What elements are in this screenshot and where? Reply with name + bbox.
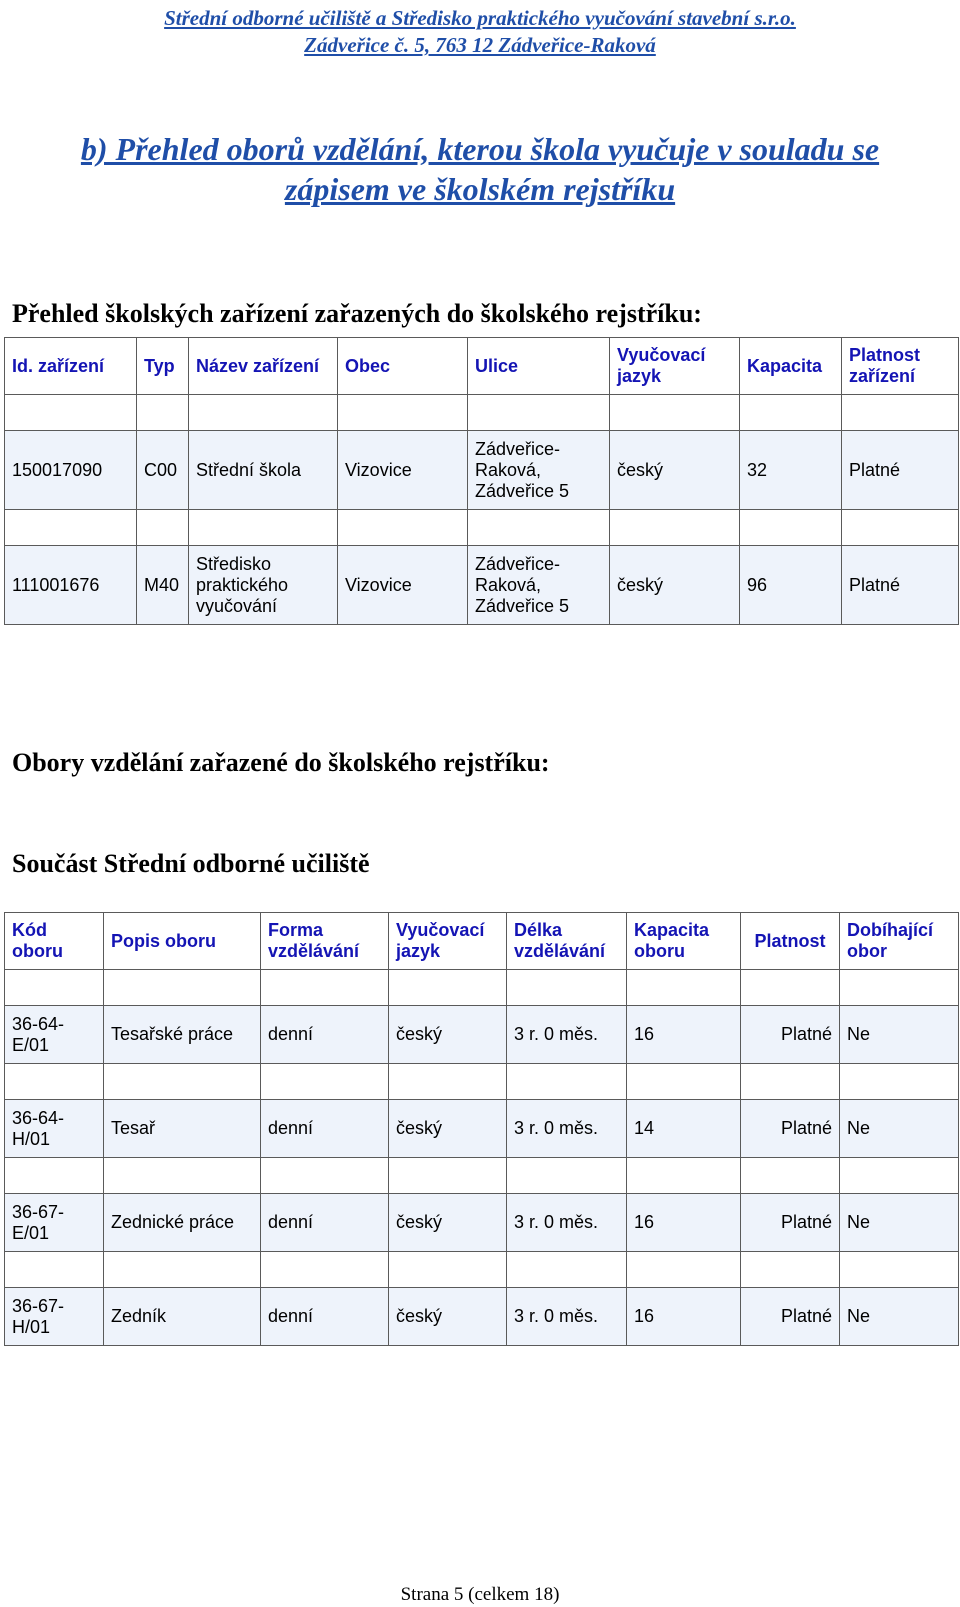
facility-name: Středisko praktického vyučování <box>189 546 338 625</box>
page-number: Strana 5 (celkem 18) <box>400 1584 560 1605</box>
fields-subheading: Součást Střední odborné učiliště <box>12 849 370 878</box>
spacer-row <box>5 395 959 431</box>
field-form: denní <box>261 1288 389 1346</box>
field-form: denní <box>261 1006 389 1064</box>
col-ending-field: Dobíhající obor <box>840 913 959 970</box>
field-capacity: 16 <box>627 1006 741 1064</box>
facility-id: 150017090 <box>5 431 137 510</box>
field-validity: Platné <box>741 1288 840 1346</box>
field-language: český <box>389 1006 507 1064</box>
col-field-capacity: Kapacita oboru <box>627 913 741 970</box>
field-capacity: 16 <box>627 1288 741 1346</box>
section-title-line1: b) Přehled oborů vzdělání, kterou škola vyučuje v souladu se <box>80 131 880 167</box>
school-name-header: Střední odborné učiliště a Středisko praktického vyučování stavební s.r.o. <box>164 6 796 30</box>
field-validity: Platné <box>741 1100 840 1158</box>
col-field-language: Vyučovací jazyk <box>389 913 507 970</box>
col-street: Ulice <box>468 338 610 395</box>
facilities-heading: Přehled školských zařízení zařazených do školského rejstříku: <box>12 299 702 328</box>
field-code: 36-67-E/01 <box>5 1194 104 1252</box>
table-row <box>5 431 959 510</box>
table-row <box>5 1006 959 1064</box>
field-length: 3 r. 0 měs. <box>507 1288 627 1346</box>
facility-street: Zádveřice-Raková, Zádveřice 5 <box>468 546 610 625</box>
spacer-row <box>5 1252 959 1288</box>
col-field-code: Kód oboru <box>5 913 104 970</box>
fields-heading: Obory vzdělání zařazené do školského rejstříku: <box>12 748 550 777</box>
field-code: 36-64-H/01 <box>5 1100 104 1158</box>
field-language: český <box>389 1288 507 1346</box>
field-code: 36-64-E/01 <box>5 1006 104 1064</box>
field-ending: Ne <box>840 1006 959 1064</box>
spacer-row <box>5 510 959 546</box>
table-row <box>5 1100 959 1158</box>
spacer-row <box>5 1064 959 1100</box>
field-length: 3 r. 0 měs. <box>507 1100 627 1158</box>
facility-type: C00 <box>137 431 189 510</box>
facility-validity: Platné <box>842 431 959 510</box>
col-language: Vyučovací jazyk <box>610 338 740 395</box>
col-field-validity: Platnost <box>741 913 840 970</box>
table-row <box>5 1288 959 1346</box>
field-validity: Platné <box>741 1006 840 1064</box>
col-city: Obec <box>338 338 468 395</box>
field-ending: Ne <box>840 1288 959 1346</box>
field-form: denní <box>261 1100 389 1158</box>
facility-language: český <box>610 431 740 510</box>
spacer-row <box>5 970 959 1006</box>
field-capacity: 14 <box>627 1100 741 1158</box>
field-language: český <box>389 1194 507 1252</box>
field-capacity: 16 <box>627 1194 741 1252</box>
field-desc: Tesařské práce <box>104 1006 261 1064</box>
table-row <box>5 546 959 625</box>
field-desc: Zedník <box>104 1288 261 1346</box>
field-validity: Platné <box>741 1194 840 1252</box>
field-code: 36-67-H/01 <box>5 1288 104 1346</box>
col-type: Typ <box>137 338 189 395</box>
facility-name: Střední škola <box>189 431 338 510</box>
facility-city: Vizovice <box>338 431 468 510</box>
field-form: denní <box>261 1194 389 1252</box>
facility-street: Zádveřice-Raková, Zádveřice 5 <box>468 431 610 510</box>
col-facility-name: Název zařízení <box>189 338 338 395</box>
field-desc: Tesař <box>104 1100 261 1158</box>
col-validity: Platnost zařízení <box>842 338 959 395</box>
field-ending: Ne <box>840 1194 959 1252</box>
fields-header-row <box>5 913 959 970</box>
section-title-line2: zápisem ve školském rejstříku <box>284 171 676 207</box>
col-education-form: Forma vzdělávání <box>261 913 389 970</box>
facility-validity: Platné <box>842 546 959 625</box>
facility-capacity: 96 <box>740 546 842 625</box>
field-ending: Ne <box>840 1100 959 1158</box>
facility-type: M40 <box>137 546 189 625</box>
facilities-table <box>4 337 959 625</box>
facilities-header-row <box>5 338 959 395</box>
field-length: 3 r. 0 měs. <box>507 1006 627 1064</box>
field-length: 3 r. 0 měs. <box>507 1194 627 1252</box>
school-address-header: Zádveřice č. 5, 763 12 Zádveřice-Raková <box>304 33 656 57</box>
fields-table <box>4 912 959 1346</box>
facility-capacity: 32 <box>740 431 842 510</box>
table-row <box>5 1194 959 1252</box>
facility-id: 111001676 <box>5 546 137 625</box>
col-education-length: Délka vzdělávání <box>507 913 627 970</box>
field-language: český <box>389 1100 507 1158</box>
spacer-row <box>5 1158 959 1194</box>
facility-language: český <box>610 546 740 625</box>
col-facility-id: Id. zařízení <box>5 338 137 395</box>
col-capacity: Kapacita <box>740 338 842 395</box>
facility-city: Vizovice <box>338 546 468 625</box>
field-desc: Zednické práce <box>104 1194 261 1252</box>
col-field-desc: Popis oboru <box>104 913 261 970</box>
